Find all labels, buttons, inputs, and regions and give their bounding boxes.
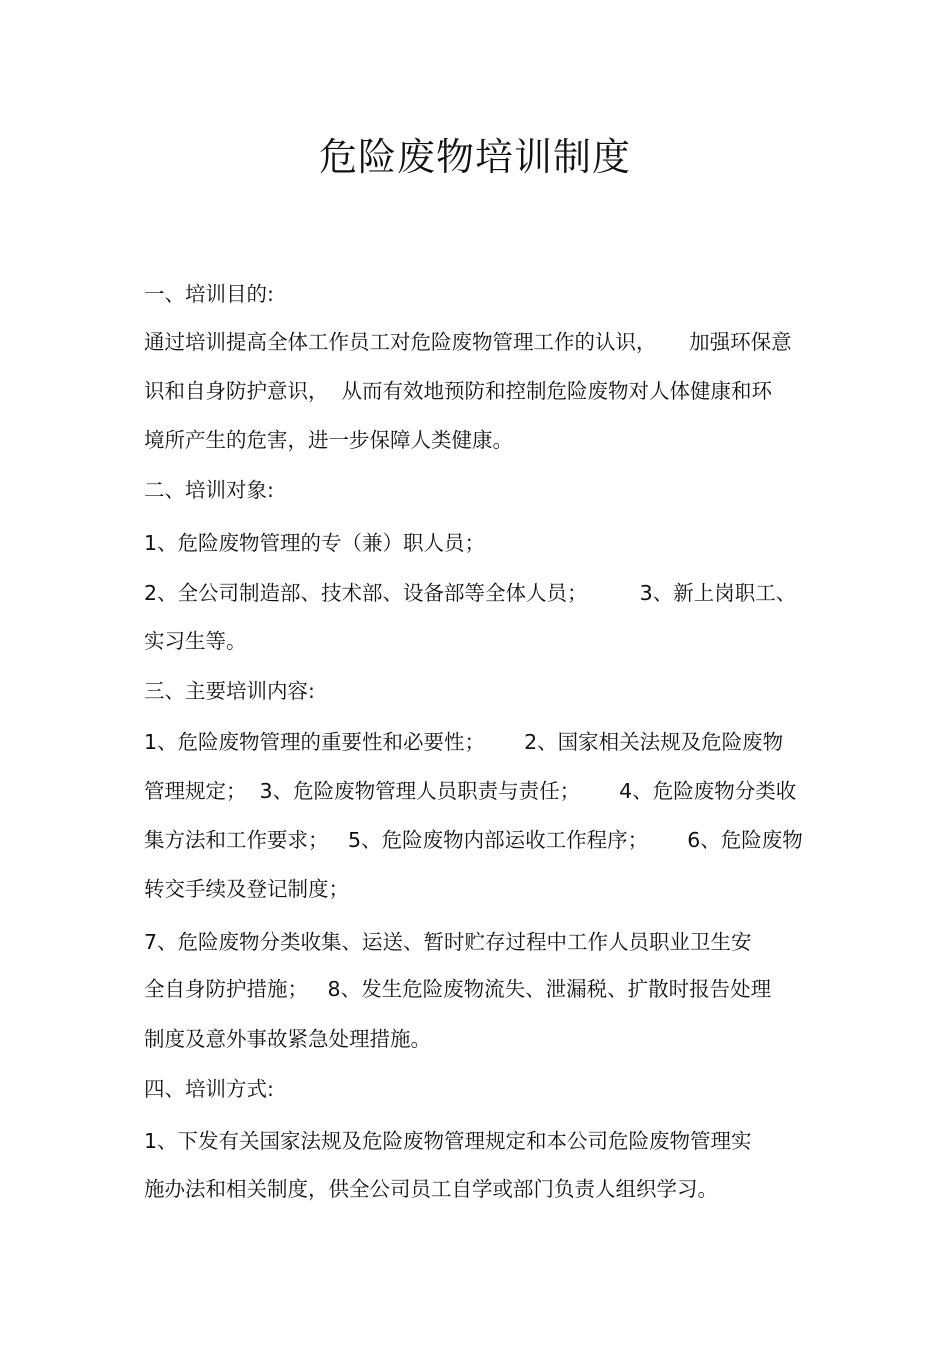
list-item: 1、危险废物管理的重要性和必要性； 2、国家相关法规及危险废物 [144,730,784,754]
section-heading-purpose: 一、培训目的: [144,282,274,306]
list-item: 1、危险废物管理的专（兼）职人员； [144,531,486,555]
paragraph-line: 制度及意外事故紧急处理措施。 [144,1027,431,1051]
paragraph-line: 全自身防护措施； 8、发生危险废物流失、泄漏税、扩散时报告处理 [144,977,772,1001]
paragraph-line: 施办法和相关制度，供全公司员工自学或部门负责人组织学习。 [144,1177,718,1201]
paragraph-line: 转交手续及登记制度； [144,877,349,901]
list-item: 7、危险废物分类收集、运送、暂时贮存过程中工作人员职业卫生安 [144,930,752,954]
paragraph-line: 识和自身防护意识， 从而有效地预防和控制危险废物对人体健康和环 [144,379,773,403]
list-item: 2、全公司制造部、技术部、设备部等全体人员； 3、新上岗职工、 [144,581,797,605]
document-title: 危险废物培训制度 [318,135,631,179]
paragraph-line: 通过培训提高全体工作员工对危险废物管理工作的认识， 加强环保意 [144,330,792,354]
paragraph-line: 境所产生的危害，进一步保障人类健康。 [144,428,513,452]
paragraph-line: 实习生等。 [144,629,247,653]
section-heading-audience: 二、培训对象: [144,478,274,502]
list-item: 1、下发有关国家法规及危险废物管理规定和本公司危险废物管理实 [144,1129,752,1153]
paragraph-line: 集方法和工作要求； 5、危险废物内部运收工作程序； 6、危险废物 [144,828,803,852]
section-heading-content: 三、主要培训内容: [144,679,315,703]
section-heading-method: 四、培训方式: [144,1077,274,1101]
paragraph-line: 管理规定； 3、危险废物管理人员职责与责任； 4、危险废物分类收 [144,779,797,803]
